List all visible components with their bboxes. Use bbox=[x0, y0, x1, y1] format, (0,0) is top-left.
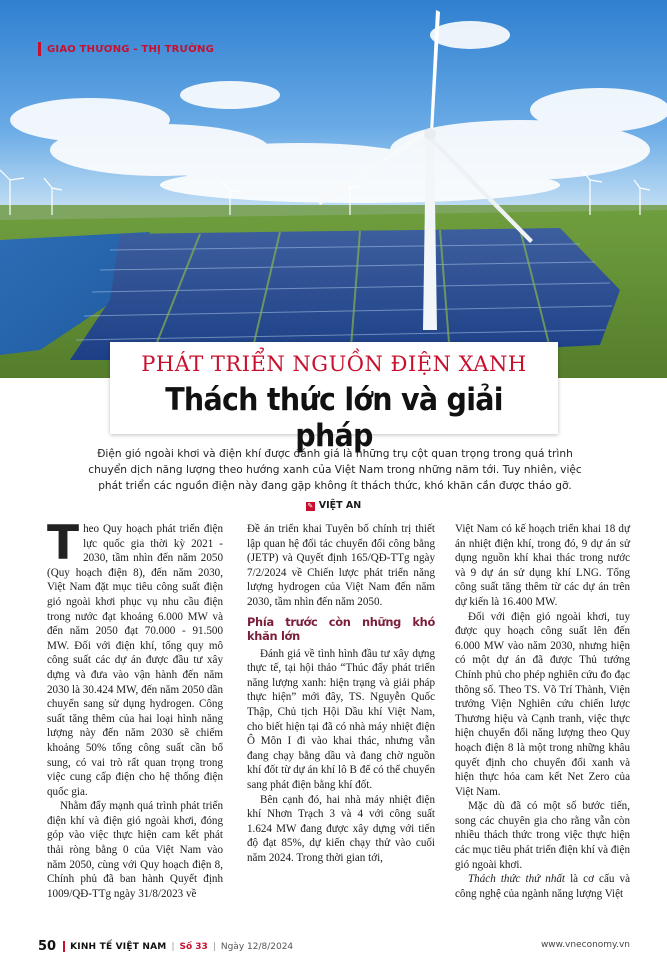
page-footer bbox=[38, 939, 630, 955]
body-column-1 bbox=[47, 516, 223, 901]
article-lead: Điện gió ngoài khơi và điện khí được đánh giá là những trụ cột quan trọng trong quá trình chuyển dịch năng lượng theo hướng xanh của Việt Nam trong những năm tới. Tuy nhiên, việc phát triển các nguồn điện này đang gặp không ít thách thức, khó khăn cần được tháo gỡ. bbox=[88, 448, 582, 492]
paragraph: Việt Nam có kế hoạch triển khai 18 dự án nhiệt điện khí, trong đó, 9 dự án sử dụng nguồn khí khai thác trong nước và 9 dự án sử dụng khí LNG. Tổng công suất tăng thêm từ các dự án trên dự kiến là 16.400 MW. bbox=[455, 523, 630, 608]
section-subheading: Phía trước còn những khó khăn lớn bbox=[247, 614, 435, 643]
magazine-name: KINH TẾ VIỆT NAM bbox=[70, 941, 167, 952]
hero-image bbox=[0, 0, 667, 378]
solar-wind-farm-photo bbox=[0, 0, 667, 378]
paragraph: Đề án triển khai Tuyên bố chính trị thiết lập quan hệ đối tác chuyển đổi công bằng (JETP) và Quyết định 165/QĐ-TTg ngày 7/2/2024 về Chiến lược phát triển năng lượng hydrogen của Việt Nam đến năm 2030, tầm nhìn đến năm 2050. bbox=[247, 523, 435, 608]
paragraph-text: heo Quy hoạch phát triển điện lực quốc gia thời kỳ 2021 - 2030, tầm nhìn đến năm 2050 (Quy hoạch điện 8), đến năm 2030, Việt Nam đặt mục tiêu công suất điện gió ngoài khơi phục vụ nhu cầu điện trong nước đạt khoảng 6.000 MW và đến năm 2050 đạt 70.000 - 91.500 MW. Đối với điện khí, tổng quy mô công suất các dự án được đầu tư xây dựng và đưa vào vận hành đến năm 2030 là 30.424 MW, đến năm 2050 dần chuyển sang sử dụng hydrogen. Công suất tăng thêm của hai loại hình năng lượng này đến năm 2030 sẽ chiếm khoảng 50% tổng công suất cần bổ sung, có vai trò rất quan trọng trong việc cung cấp điện cho hệ thống điện quốc gia. bbox=[47, 523, 223, 798]
divider: | bbox=[212, 941, 216, 952]
article-author bbox=[0, 500, 667, 511]
author-name: VIỆT AN bbox=[318, 500, 362, 511]
body-column-3 bbox=[455, 522, 630, 901]
drop-cap: T bbox=[47, 516, 80, 571]
paragraph: Mặc dù đã có một số bước tiến, song các chuyên gia cho rằng vẫn còn nhiều thách thức trong việc thực hiện các mục tiêu phát triển điện khí và điện gió ngoài khơi. bbox=[455, 800, 630, 871]
section-tag bbox=[38, 42, 214, 56]
issue-number: Số 33 bbox=[179, 941, 208, 952]
article-kicker: PHÁT TRIỂN NGUỒN ĐIỆN XANH bbox=[141, 352, 527, 376]
paragraph bbox=[455, 872, 630, 901]
paragraph-italic-lead: Thách thức thứ nhất bbox=[468, 873, 565, 886]
pen-icon: ✎ bbox=[307, 502, 314, 510]
paragraph bbox=[47, 516, 223, 799]
section-label: GIAO THƯƠNG - THỊ TRƯỜNG bbox=[47, 43, 215, 55]
issue-date: Ngày 12/8/2024 bbox=[220, 941, 294, 952]
divider: | bbox=[171, 941, 175, 952]
paragraph-text: là cơ cấu và công nghệ của ngành năng lượng Việt bbox=[455, 873, 630, 900]
section-accent-bar bbox=[38, 42, 41, 56]
body-column-2 bbox=[247, 522, 435, 865]
paragraph: Đánh giá về tình hình đầu tư xây dựng thực tế, tại hội thảo “Thúc đẩy phát triển năng lượng xanh: hiện trạng và giải pháp thực hiện” mới đây, TS. Nguyễn Quốc Thập, Chủ tịch Hội Dầu khí Việt Nam, cho biết hiện tại đã có nhà máy nhiệt điện Ô Môn I đi vào khai thác, nhưng vẫn đang chạy bằng dầu và đang chờ nguồn khí đốt từ dự án khí lô B để có thể chuyển sang phát điện bằng khí đốt. bbox=[247, 647, 435, 791]
paragraph: Bên cạnh đó, hai nhà máy nhiệt điện khí Nhơn Trạch 3 và 4 với công suất 1.624 MW đang được xây dựng với tiến độ đạt 85%, dự kiến chạy thử vào cuối năm 2024. Trong thời gian tới, bbox=[247, 793, 435, 864]
paragraph: Đối với điện gió ngoài khơi, tuy được quy hoạch công suất lên đến 6.000 MW vào năm 2030, nhưng hiện có một dự án đã được Thủ tướng Chính phủ cho phép nghiên cứu đo đạc thông số. Theo TS. Võ Trí Thành, Viện trưởng Viện Nghiên cứu chiến lược Thương hiệu và Cạnh tranh, việc thực hiện chuyển đổi năng lượng theo Quy hoạch điện 8 là một trong những khâu quyết định cho chuyển đổi xanh và hiện thực hóa cam kết Net Zero của Việt Nam. bbox=[455, 610, 630, 798]
page-number: 50 bbox=[38, 939, 57, 954]
title-box bbox=[110, 342, 558, 454]
footer-accent-bar bbox=[63, 941, 65, 952]
article-headline: Thách thức lớn và giải pháp bbox=[165, 382, 503, 454]
website-link[interactable]: www.vneconomy.vn bbox=[540, 940, 630, 950]
paragraph: Nhằm đẩy mạnh quá trình phát triển điện khí và điện gió ngoài khơi, đóng góp vào việc thực hiện cam kết phát thải ròng bằng 0 của Việt Nam vào năm 2050, cùng với Quy hoạch điện 8, Chính phủ đã ban hành Quyết định 1009/QĐ-TTg ngày 31/8/2023 về bbox=[47, 800, 223, 900]
